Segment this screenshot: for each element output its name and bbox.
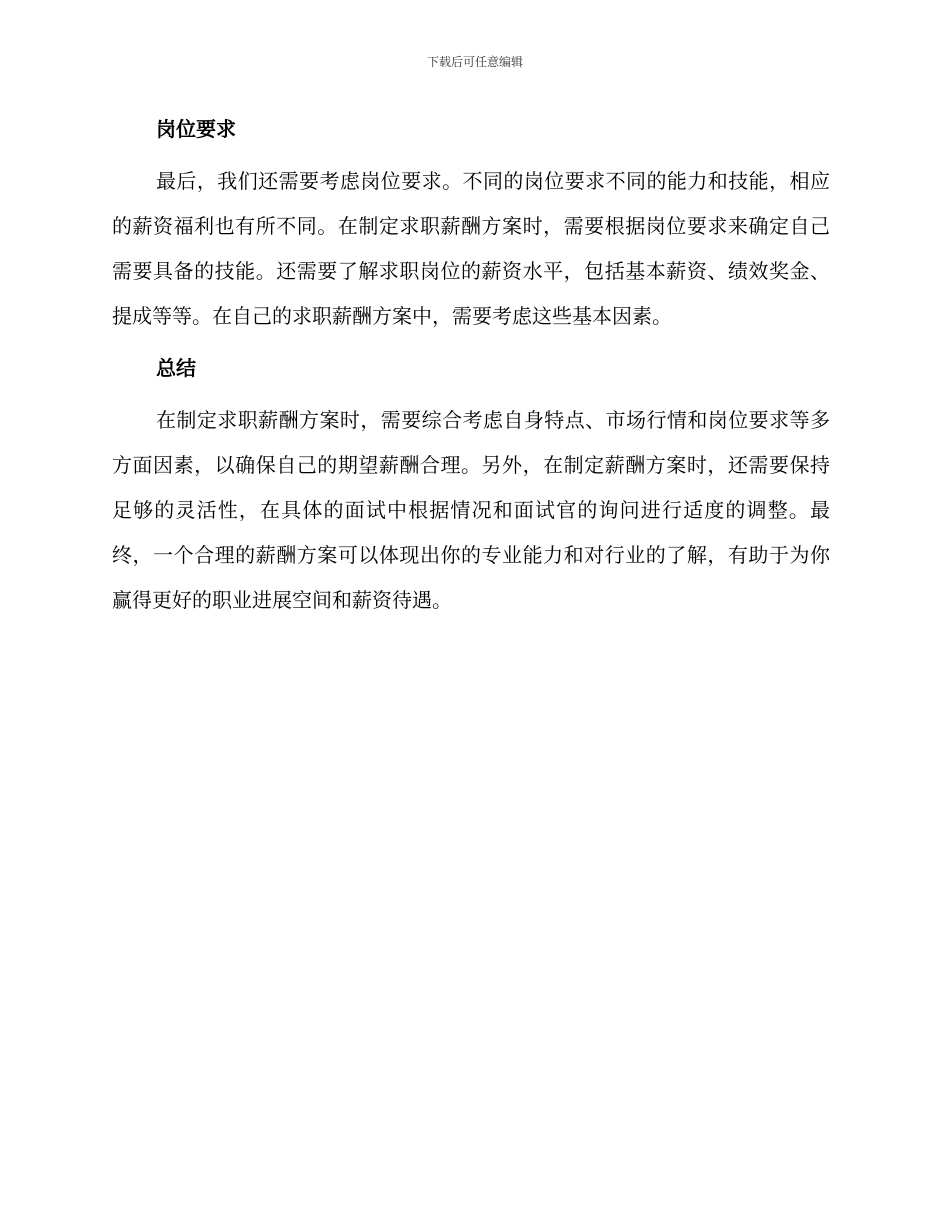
spacer xyxy=(112,385,830,398)
document-body xyxy=(112,112,830,623)
section-title-job-requirements: 岗位要求 xyxy=(156,117,236,141)
spacer xyxy=(112,146,830,159)
paragraph-job-requirements: 最后，我们还需要考虑岗位要求。不同的岗位要求不同的能力和技能，相应的薪资福利也有所不同。在制定求职薪酬方案时，需要根据岗位要求来确定自己需要具备的技能。还需要了解求职岗位的薪资水平，包括基本薪资、绩效奖金、提成等等。在自己的求职薪酬方案中，需要考虑这些基本因素。 xyxy=(112,169,830,328)
section-title-summary: 总结 xyxy=(156,356,196,380)
header-note: 下载后可任意编辑 xyxy=(426,55,523,69)
spacer xyxy=(112,339,830,351)
paragraph-summary: 在制定求职薪酬方案时，需要综合考虑自身特点、市场行情和岗位要求等多方面因素，以确保自己的期望薪酬合理。另外，在制定薪酬方案时，还需要保持足够的灵活性，在具体的面试中根据情况和面试官的询问进行适度的调整。最终，一个合理的薪酬方案可以体现出你的专业能力和对行业的了解，有助于为你赢得更好的职业进展空间和薪资待遇。 xyxy=(112,408,830,612)
